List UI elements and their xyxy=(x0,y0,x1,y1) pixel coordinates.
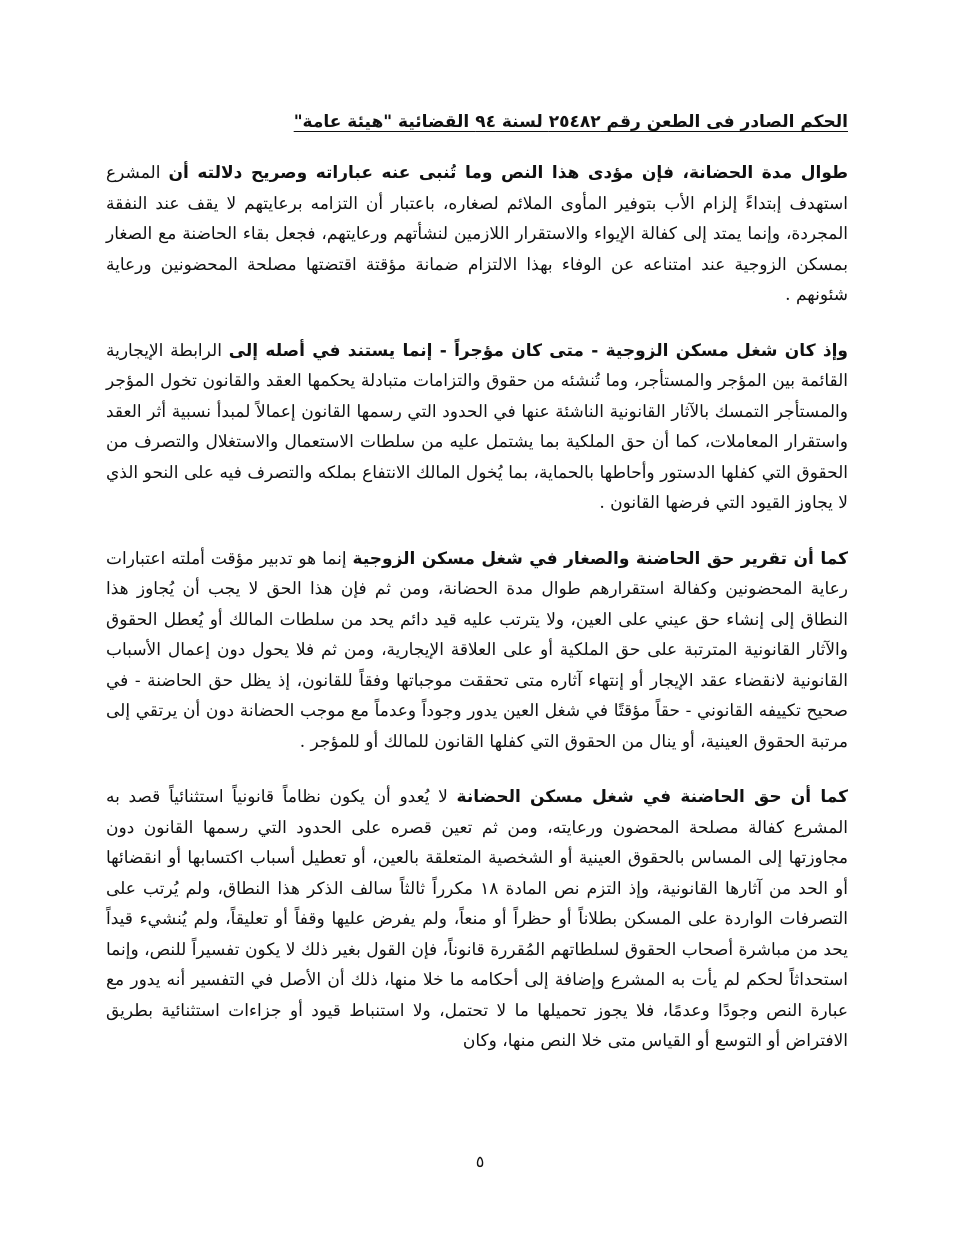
document-body xyxy=(106,158,848,1082)
paragraph-2 xyxy=(106,336,848,519)
paragraph-lead: كما أن حق الحاضنة في شغل مسكن الحضانة xyxy=(456,787,848,807)
paragraph-4 xyxy=(106,782,848,1057)
paragraph-text: لا يُعدو أن يكون نظاماً قانونياً استثنائياً قصد به المشرع كفالة مصلحة المحضون ورعايته، ومن ثم تعين قصره على الحدود التي رسمها القانون دون مجاوزتها إلى المساس بالحقوق العينية أو الشخصية المتعلقة بالعين، أو تعطيل أسباب اكتسابها أو انقضائها أو الحد من آثارها القانونية، وإذ التزم نص المادة ١٨ مكرراً ثالثاً سالف الذكر هذا النطاق، ولم يُرتب على التصرفات الواردة على المسكن بطلاناً أو حظراً أو منعاً، ولم يفرض عليها وقفاً أو تعليقاً، ولم يُنشيء قيداً يحد من مباشرة أصحاب الحقوق لسلطاتهم المُقررة قانوناً، فإن القول بغير ذلك لا يكون تفسيراً للنص، وإنما استحداثاً لحكم لم يأت به المشرع وإضافة إلى أحكامه ما خلا منها، ذلك أن الأصل في التفسير أنه يدور مع عبارة النص وجودًا وعدمًا، فلا يجوز تحميلها ما لا تحتمل، ولا استنباط قيود أو جزاءات استثنائية بطريق الافتراض أو التوسع أو القياس متى خلا النص منها، وكان xyxy=(106,787,848,1051)
paragraph-lead: طوال مدة الحضانة، فإن مؤدى هذا النص وما تُنبى عنه عباراته وصريح دلالته أن xyxy=(168,163,848,183)
document-heading: الحكم الصادر فى الطعن رقم ٢٥٤٨٢ لسنة ٩٤ القضائية "هيئة عامة" xyxy=(293,112,848,132)
paragraph-lead: وإذ كان شغل مسكن الزوجية - متى كان مؤجراً - إنما يستند في أصله إلى xyxy=(228,340,848,361)
paragraph-lead: كما أن تقرير حق الحاضنة والصغار في شغل مسكن الزوجية xyxy=(352,548,848,569)
paragraph-1 xyxy=(106,158,848,311)
page-number: ٥ xyxy=(475,1152,485,1171)
paragraph-3 xyxy=(106,544,848,758)
paragraph-text: إنما هو تدبير مؤقت أملته اعتبارات رعاية المحضونين وكفالة استقرارهم طوال مدة الحضانة، ومن ثم فإن هذا الحق لا يجب أن يُجاوز هذا النطاق إلى إنشاء حق عيني على العين، ولا يترتب عليه قيد دائم يحد من سلطات المالك أو يُعطل الحقوق والآثار القانونية المترتبة على حق الملكية أو على العلاقة الإيجارية، ومن ثم فلا يحول دون إعمال الأسباب القانونية لانقضاء عقد الإيجار أو إنتهاء آثاره متى تحققت موجباتها وفقاً للقانون، إذ يظل حق الحاضنة - في صحيح تكييفه القانوني - حقاً مؤقتًا في شغل العين يدور وجوداً وعدماً مع موجب الحضانة دون أن يرتقي إلى مرتبة الحقوق العينية، أو ينال من الحقوق التي كفلها القانون للمالك أو للمؤجر . xyxy=(106,548,848,752)
paragraph-text: الرابطة الإيجارية القائمة بين المؤجر والمستأجر، وما تُنشئه من حقوق والتزامات متبادلة يحكمها العقد والقانون تخول المؤجر والمستأجر التمسك بالآثار القانونية الناشئة عنها في الحدود التي رسمها القانون إعمالاً لمبدأ نسبية أثر العقد واستقرار المعاملات، كما أن حق الملكية بما يشتمل عليه من سلطات الاستعمال والاستغلال والتصرف من الحقوق التي كفلها الدستور وأحاطها بالحماية، بما يُخول المالك الانتفاع بملكه والتصرف فيه على النحو الذي لا يجاوز القيود التي فرضها القانون . xyxy=(106,340,848,513)
paragraph-text: المشرع استهدف إبتداءً إلزام الأب بتوفير المأوى الملائم لصغاره، باعتبار أن التزامه برعايتهم لا يقف عند النفقة المجردة، وإنما يمتد إلى كفالة الإيواء والاستقرار اللازمين لنشأتهم ورعايتهم، فجعل بقاء الحاضنة مع الصغار بمسكن الزوجية عند امتناعه عن الوفاء بهذا الالتزام ضمانة مؤقتة اقتضتها مصلحة المحضونين ورعاية شئونهم . xyxy=(106,163,848,305)
